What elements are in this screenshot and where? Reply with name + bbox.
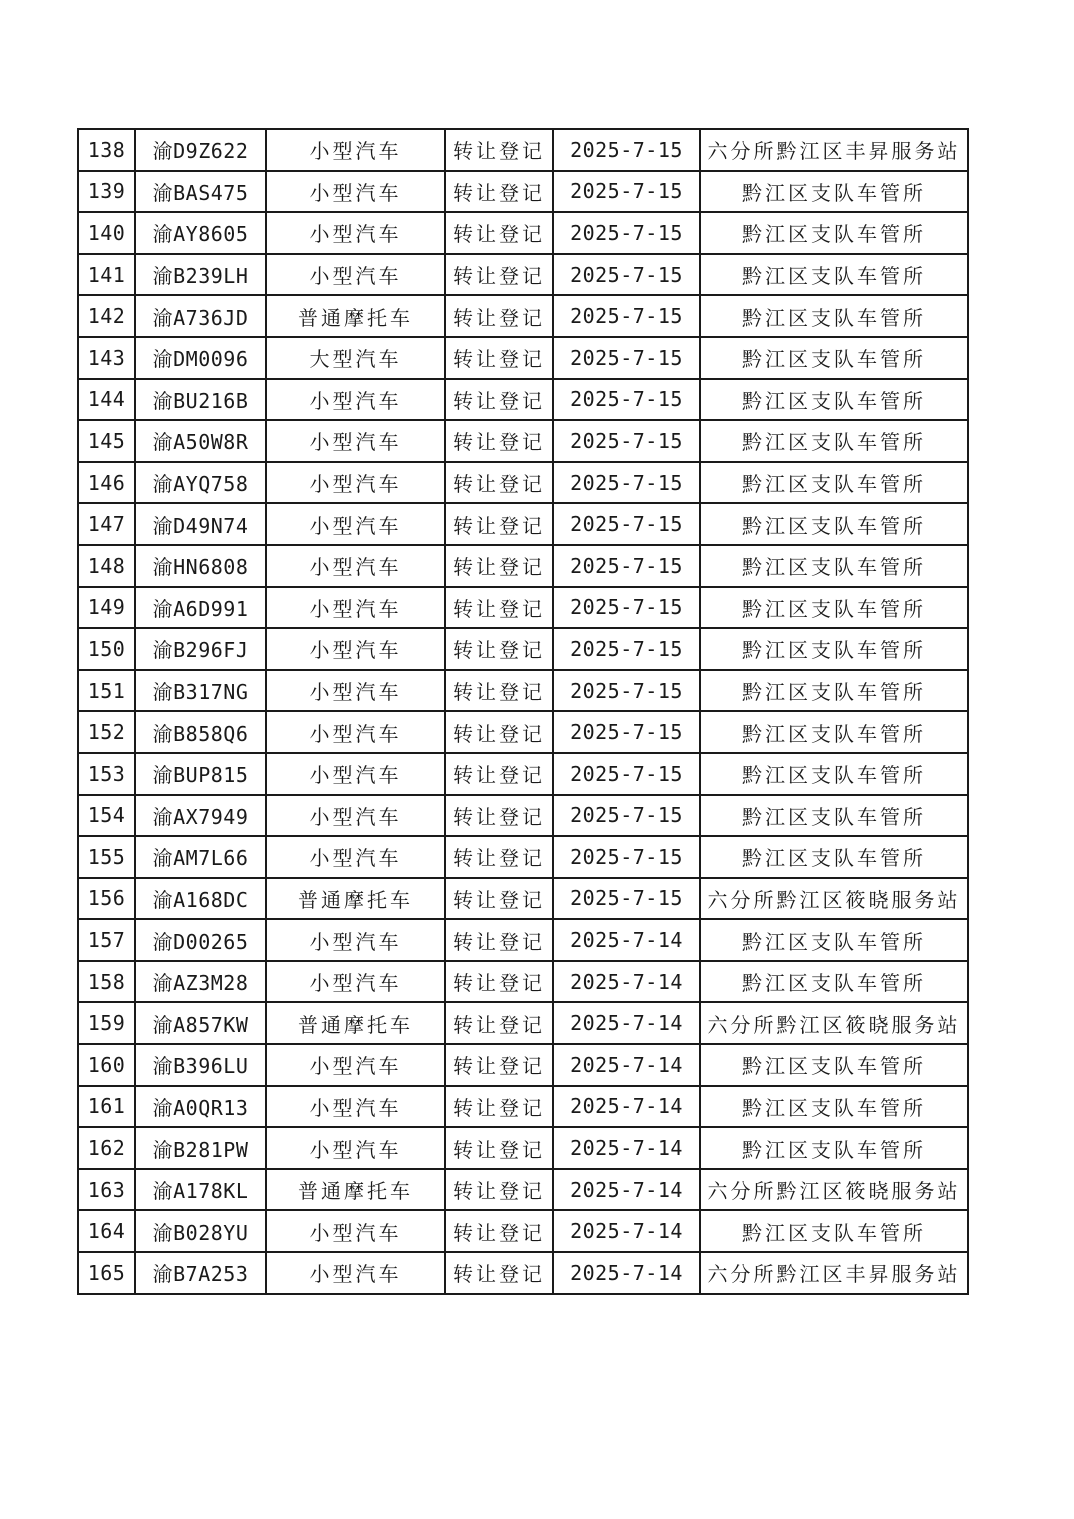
handling-office-cell: 六分所黔江区丰昇服务站 <box>700 1252 968 1294</box>
row-number-cell: 150 <box>78 628 135 670</box>
plate-number-cell: 渝AM7L66 <box>135 836 266 878</box>
row-number-cell: 140 <box>78 212 135 254</box>
handling-office-cell: 黔江区支队车管所 <box>700 628 968 670</box>
row-number-cell: 141 <box>78 254 135 296</box>
vehicle-type-cell: 普通摩托车 <box>266 878 445 920</box>
table-row <box>78 753 968 795</box>
vehicle-type-cell: 小型汽车 <box>266 1044 445 1086</box>
row-number-cell: 147 <box>78 503 135 545</box>
registration-date-cell: 2025-7-14 <box>553 919 700 961</box>
table-row <box>78 628 968 670</box>
table-body <box>78 129 968 1294</box>
table-row <box>78 1169 968 1211</box>
table-row <box>78 587 968 629</box>
table-row <box>78 295 968 337</box>
business-type-cell: 转让登记 <box>445 212 553 254</box>
business-type-cell: 转让登记 <box>445 836 553 878</box>
registration-date-cell: 2025-7-15 <box>553 711 700 753</box>
vehicle-type-cell: 普通摩托车 <box>266 1002 445 1044</box>
business-type-cell: 转让登记 <box>445 545 553 587</box>
plate-number-cell: 渝A50W8R <box>135 420 266 462</box>
plate-number-cell: 渝AZ3M28 <box>135 961 266 1003</box>
table-row <box>78 212 968 254</box>
vehicle-type-cell: 小型汽车 <box>266 795 445 837</box>
table-row <box>78 1044 968 1086</box>
registration-date-cell: 2025-7-15 <box>553 503 700 545</box>
plate-number-cell: 渝B028YU <box>135 1210 266 1252</box>
handling-office-cell: 六分所黔江区筱晓服务站 <box>700 1169 968 1211</box>
handling-office-cell: 黔江区支队车管所 <box>700 379 968 421</box>
handling-office-cell: 六分所黔江区筱晓服务站 <box>700 878 968 920</box>
vehicle-type-cell: 大型汽车 <box>266 337 445 379</box>
row-number-cell: 146 <box>78 462 135 504</box>
business-type-cell: 转让登记 <box>445 1044 553 1086</box>
business-type-cell: 转让登记 <box>445 1127 553 1169</box>
row-number-cell: 160 <box>78 1044 135 1086</box>
plate-number-cell: 渝D9Z622 <box>135 129 266 171</box>
row-number-cell: 138 <box>78 129 135 171</box>
registration-date-cell: 2025-7-15 <box>553 795 700 837</box>
table-row <box>78 1127 968 1169</box>
plate-number-cell: 渝B239LH <box>135 254 266 296</box>
plate-number-cell: 渝AY8605 <box>135 212 266 254</box>
row-number-cell: 143 <box>78 337 135 379</box>
vehicle-type-cell: 小型汽车 <box>266 670 445 712</box>
row-number-cell: 157 <box>78 919 135 961</box>
vehicle-type-cell: 小型汽车 <box>266 711 445 753</box>
registration-date-cell: 2025-7-14 <box>553 1127 700 1169</box>
table-row <box>78 836 968 878</box>
business-type-cell: 转让登记 <box>445 961 553 1003</box>
vehicle-type-cell: 小型汽车 <box>266 628 445 670</box>
handling-office-cell: 黔江区支队车管所 <box>700 462 968 504</box>
vehicle-type-cell: 小型汽车 <box>266 171 445 213</box>
handling-office-cell: 黔江区支队车管所 <box>700 171 968 213</box>
vehicle-type-cell: 小型汽车 <box>266 420 445 462</box>
handling-office-cell: 黔江区支队车管所 <box>700 836 968 878</box>
business-type-cell: 转让登记 <box>445 1002 553 1044</box>
plate-number-cell: 渝BU216B <box>135 379 266 421</box>
row-number-cell: 148 <box>78 545 135 587</box>
handling-office-cell: 黔江区支队车管所 <box>700 753 968 795</box>
registration-table <box>77 128 969 1295</box>
handling-office-cell: 黔江区支队车管所 <box>700 503 968 545</box>
vehicle-type-cell: 小型汽车 <box>266 503 445 545</box>
registration-date-cell: 2025-7-15 <box>553 337 700 379</box>
plate-number-cell: 渝A857KW <box>135 1002 266 1044</box>
plate-number-cell: 渝A168DC <box>135 878 266 920</box>
table-row <box>78 1252 968 1294</box>
registration-date-cell: 2025-7-15 <box>553 129 700 171</box>
business-type-cell: 转让登记 <box>445 587 553 629</box>
table-row <box>78 1210 968 1252</box>
registration-date-cell: 2025-7-14 <box>553 1169 700 1211</box>
registration-date-cell: 2025-7-14 <box>553 1252 700 1294</box>
plate-number-cell: 渝DM0096 <box>135 337 266 379</box>
vehicle-type-cell: 小型汽车 <box>266 1086 445 1128</box>
row-number-cell: 145 <box>78 420 135 462</box>
row-number-cell: 162 <box>78 1127 135 1169</box>
registration-date-cell: 2025-7-15 <box>553 587 700 629</box>
handling-office-cell: 黔江区支队车管所 <box>700 1044 968 1086</box>
plate-number-cell: 渝B296FJ <box>135 628 266 670</box>
registration-date-cell: 2025-7-15 <box>553 628 700 670</box>
plate-number-cell: 渝HN6808 <box>135 545 266 587</box>
vehicle-type-cell: 小型汽车 <box>266 212 445 254</box>
row-number-cell: 163 <box>78 1169 135 1211</box>
handling-office-cell: 黔江区支队车管所 <box>700 711 968 753</box>
vehicle-type-cell: 小型汽车 <box>266 587 445 629</box>
row-number-cell: 155 <box>78 836 135 878</box>
registration-date-cell: 2025-7-15 <box>553 171 700 213</box>
business-type-cell: 转让登记 <box>445 670 553 712</box>
table-row <box>78 129 968 171</box>
plate-number-cell: 渝B7A253 <box>135 1252 266 1294</box>
vehicle-type-cell: 小型汽车 <box>266 462 445 504</box>
row-number-cell: 164 <box>78 1210 135 1252</box>
vehicle-type-cell: 小型汽车 <box>266 961 445 1003</box>
registration-date-cell: 2025-7-14 <box>553 961 700 1003</box>
business-type-cell: 转让登记 <box>445 795 553 837</box>
plate-number-cell: 渝B858Q6 <box>135 711 266 753</box>
registration-date-cell: 2025-7-14 <box>553 1044 700 1086</box>
row-number-cell: 144 <box>78 379 135 421</box>
vehicle-type-cell: 普通摩托车 <box>266 1169 445 1211</box>
plate-number-cell: 渝D49N74 <box>135 503 266 545</box>
business-type-cell: 转让登记 <box>445 379 553 421</box>
table-row <box>78 1086 968 1128</box>
business-type-cell: 转让登记 <box>445 1252 553 1294</box>
handling-office-cell: 黔江区支队车管所 <box>700 795 968 837</box>
registration-date-cell: 2025-7-15 <box>553 212 700 254</box>
business-type-cell: 转让登记 <box>445 462 553 504</box>
table-row <box>78 254 968 296</box>
table-row <box>78 337 968 379</box>
registration-date-cell: 2025-7-14 <box>553 1002 700 1044</box>
registration-date-cell: 2025-7-15 <box>553 379 700 421</box>
handling-office-cell: 黔江区支队车管所 <box>700 1210 968 1252</box>
business-type-cell: 转让登记 <box>445 1210 553 1252</box>
plate-number-cell: 渝A6D991 <box>135 587 266 629</box>
handling-office-cell: 黔江区支队车管所 <box>700 212 968 254</box>
business-type-cell: 转让登记 <box>445 753 553 795</box>
handling-office-cell: 黔江区支队车管所 <box>700 420 968 462</box>
plate-number-cell: 渝BAS475 <box>135 171 266 213</box>
handling-office-cell: 六分所黔江区筱晓服务站 <box>700 1002 968 1044</box>
plate-number-cell: 渝B317NG <box>135 670 266 712</box>
vehicle-type-cell: 小型汽车 <box>266 1127 445 1169</box>
registration-date-cell: 2025-7-15 <box>553 878 700 920</box>
registration-date-cell: 2025-7-14 <box>553 1210 700 1252</box>
plate-number-cell: 渝A736JD <box>135 295 266 337</box>
registration-table-container <box>77 128 967 1295</box>
handling-office-cell: 黔江区支队车管所 <box>700 545 968 587</box>
business-type-cell: 转让登记 <box>445 503 553 545</box>
row-number-cell: 139 <box>78 171 135 213</box>
vehicle-type-cell: 小型汽车 <box>266 129 445 171</box>
handling-office-cell: 黔江区支队车管所 <box>700 1086 968 1128</box>
registration-date-cell: 2025-7-15 <box>553 836 700 878</box>
vehicle-type-cell: 小型汽车 <box>266 379 445 421</box>
registration-date-cell: 2025-7-15 <box>553 254 700 296</box>
business-type-cell: 转让登记 <box>445 254 553 296</box>
row-number-cell: 158 <box>78 961 135 1003</box>
plate-number-cell: 渝B281PW <box>135 1127 266 1169</box>
row-number-cell: 159 <box>78 1002 135 1044</box>
plate-number-cell: 渝A0QR13 <box>135 1086 266 1128</box>
table-row <box>78 711 968 753</box>
table-row <box>78 503 968 545</box>
business-type-cell: 转让登记 <box>445 628 553 670</box>
registration-date-cell: 2025-7-15 <box>553 420 700 462</box>
table-row <box>78 379 968 421</box>
table-row <box>78 961 968 1003</box>
plate-number-cell: 渝A178KL <box>135 1169 266 1211</box>
vehicle-type-cell: 小型汽车 <box>266 545 445 587</box>
registration-date-cell: 2025-7-15 <box>553 545 700 587</box>
row-number-cell: 149 <box>78 587 135 629</box>
row-number-cell: 156 <box>78 878 135 920</box>
business-type-cell: 转让登记 <box>445 919 553 961</box>
row-number-cell: 151 <box>78 670 135 712</box>
table-row <box>78 462 968 504</box>
handling-office-cell: 黔江区支队车管所 <box>700 961 968 1003</box>
row-number-cell: 153 <box>78 753 135 795</box>
plate-number-cell: 渝B396LU <box>135 1044 266 1086</box>
table-row <box>78 1002 968 1044</box>
plate-number-cell: 渝BUP815 <box>135 753 266 795</box>
vehicle-type-cell: 小型汽车 <box>266 1252 445 1294</box>
table-row <box>78 878 968 920</box>
plate-number-cell: 渝D00265 <box>135 919 266 961</box>
handling-office-cell: 黔江区支队车管所 <box>700 919 968 961</box>
vehicle-type-cell: 小型汽车 <box>266 919 445 961</box>
business-type-cell: 转让登记 <box>445 420 553 462</box>
business-type-cell: 转让登记 <box>445 878 553 920</box>
plate-number-cell: 渝AX7949 <box>135 795 266 837</box>
registration-date-cell: 2025-7-15 <box>553 462 700 504</box>
table-row <box>78 795 968 837</box>
vehicle-type-cell: 小型汽车 <box>266 1210 445 1252</box>
registration-date-cell: 2025-7-15 <box>553 753 700 795</box>
handling-office-cell: 黔江区支队车管所 <box>700 254 968 296</box>
table-row <box>78 171 968 213</box>
business-type-cell: 转让登记 <box>445 711 553 753</box>
handling-office-cell: 黔江区支队车管所 <box>700 587 968 629</box>
row-number-cell: 142 <box>78 295 135 337</box>
registration-date-cell: 2025-7-15 <box>553 670 700 712</box>
row-number-cell: 165 <box>78 1252 135 1294</box>
vehicle-type-cell: 小型汽车 <box>266 254 445 296</box>
registration-date-cell: 2025-7-15 <box>553 295 700 337</box>
business-type-cell: 转让登记 <box>445 129 553 171</box>
handling-office-cell: 六分所黔江区丰昇服务站 <box>700 129 968 171</box>
table-row <box>78 919 968 961</box>
business-type-cell: 转让登记 <box>445 1086 553 1128</box>
handling-office-cell: 黔江区支队车管所 <box>700 670 968 712</box>
business-type-cell: 转让登记 <box>445 295 553 337</box>
table-row <box>78 420 968 462</box>
business-type-cell: 转让登记 <box>445 171 553 213</box>
handling-office-cell: 黔江区支队车管所 <box>700 295 968 337</box>
row-number-cell: 161 <box>78 1086 135 1128</box>
business-type-cell: 转让登记 <box>445 337 553 379</box>
handling-office-cell: 黔江区支队车管所 <box>700 337 968 379</box>
registration-date-cell: 2025-7-14 <box>553 1086 700 1128</box>
plate-number-cell: 渝AYQ758 <box>135 462 266 504</box>
table-row <box>78 545 968 587</box>
vehicle-type-cell: 小型汽车 <box>266 753 445 795</box>
handling-office-cell: 黔江区支队车管所 <box>700 1127 968 1169</box>
table-row <box>78 670 968 712</box>
vehicle-type-cell: 普通摩托车 <box>266 295 445 337</box>
vehicle-type-cell: 小型汽车 <box>266 836 445 878</box>
row-number-cell: 152 <box>78 711 135 753</box>
business-type-cell: 转让登记 <box>445 1169 553 1211</box>
row-number-cell: 154 <box>78 795 135 837</box>
